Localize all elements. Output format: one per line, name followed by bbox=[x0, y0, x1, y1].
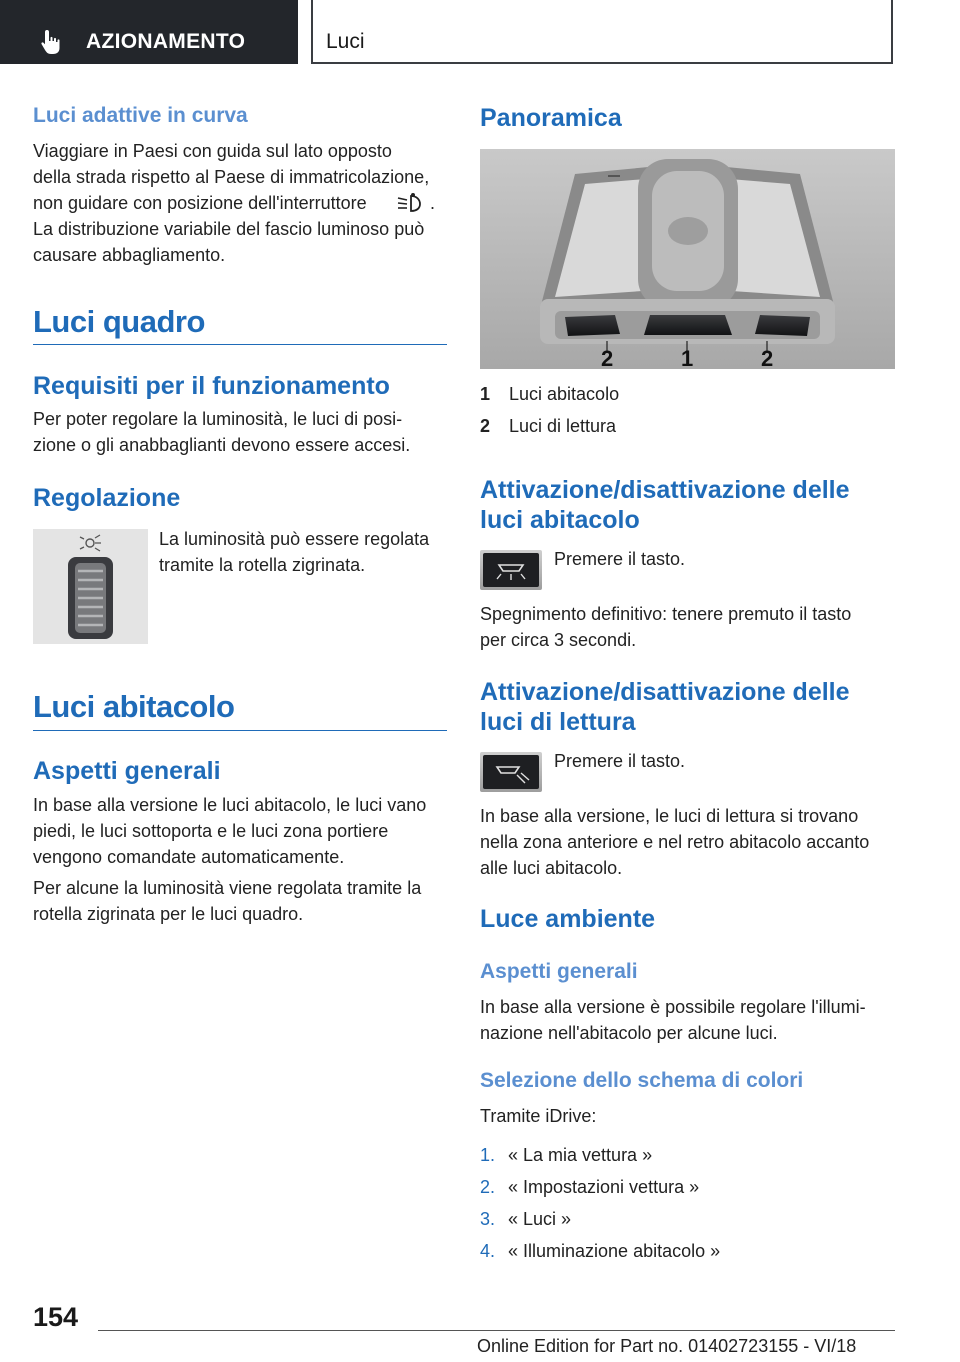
headlight-switch-icon bbox=[395, 192, 423, 214]
off-paragraph bbox=[480, 601, 900, 653]
general-paragraph-1 bbox=[33, 792, 453, 870]
text-line: tramite la rotella zigrinata. bbox=[159, 555, 366, 575]
text-line: non guidare con posizione dell'interruttore bbox=[33, 193, 367, 213]
text-line: Viaggiare in Paesi con guida sul lato opposto bbox=[33, 141, 392, 161]
text-line: vengono comandate automaticamente. bbox=[33, 847, 345, 867]
legend-label: Luci abitacolo bbox=[509, 384, 620, 404]
section-tab bbox=[0, 0, 298, 64]
chapter-rule bbox=[33, 730, 447, 731]
text-line: La distribuzione variabile del fascio luminoso può bbox=[33, 219, 425, 239]
hand-pointer-icon bbox=[40, 28, 66, 56]
text-line: La luminosità può essere regolata bbox=[159, 529, 430, 549]
general-paragraph-2 bbox=[33, 875, 453, 927]
text-line: Per poter regolare la luminosità, le luci di posi‐ bbox=[33, 409, 403, 429]
adjust-paragraph bbox=[159, 526, 459, 578]
reading-toggle-heading bbox=[480, 677, 850, 737]
topic-tab bbox=[311, 0, 893, 64]
legend-label: Luci di lettura bbox=[509, 416, 617, 436]
adaptive-paragraph bbox=[33, 138, 453, 268]
overhead-console-illustration bbox=[480, 149, 895, 369]
overhead-console-image bbox=[480, 149, 895, 369]
step-number: 2. bbox=[480, 1177, 496, 1197]
heading-line: Attivazione/disattivazione delle bbox=[480, 476, 850, 504]
text-line: Per alcune la luminosità viene regolata tramite la bbox=[33, 878, 422, 898]
reading-light-button-image bbox=[480, 752, 542, 792]
edition-text: Online Edition for Part no. 01402723155 - VI/18 bbox=[477, 1336, 857, 1356]
adjust-heading: Regolazione bbox=[33, 484, 181, 512]
adaptive-heading: Luci adattive in curva bbox=[33, 104, 248, 127]
step-label: « Luci » bbox=[508, 1209, 572, 1229]
heading-line: luci abitacolo bbox=[480, 506, 640, 534]
general-heading: Aspetti generali bbox=[33, 757, 221, 785]
footer-rule bbox=[98, 1330, 895, 1331]
text-line: In base alla versione è possibile regolare l'illumi‐ bbox=[480, 997, 866, 1017]
legend-number: 1 bbox=[480, 384, 491, 404]
text-line: per circa 3 secondi. bbox=[480, 630, 637, 650]
press-button-text-2: Premere il tasto. bbox=[554, 751, 686, 771]
button-face bbox=[483, 755, 539, 789]
interior-light-button-image bbox=[480, 550, 542, 590]
text-dot: . bbox=[430, 193, 436, 213]
step-number: 1. bbox=[480, 1145, 496, 1165]
text-line: piedi, le luci sottoporta e le luci zona portiere bbox=[33, 821, 389, 841]
chapter-rule bbox=[33, 344, 447, 345]
ambient-heading: Luce ambiente bbox=[480, 905, 656, 933]
interior-light-icon bbox=[483, 553, 539, 587]
heading-line: Attivazione/disattivazione delle bbox=[480, 678, 850, 706]
section-title: AZIONAMENTO bbox=[86, 30, 246, 53]
text-line: Spegnimento definitivo: tenere premuto il tasto bbox=[480, 604, 852, 624]
text-line: zione o gli anabbaglianti devono essere accesi. bbox=[33, 435, 411, 455]
requirements-paragraph bbox=[33, 406, 453, 458]
topic-title: Luci bbox=[326, 30, 365, 53]
callout-label: 1 bbox=[681, 346, 694, 369]
text-line: alle luci abitacolo. bbox=[480, 858, 623, 878]
text-line-with-icon bbox=[33, 190, 453, 216]
press-button-text-1: Premere il tasto. bbox=[554, 549, 686, 569]
reading-paragraph bbox=[480, 803, 900, 881]
button-face bbox=[483, 553, 539, 587]
ambient-general-heading: Aspetti generali bbox=[480, 960, 638, 983]
idrive-text: Tramite iDrive: bbox=[480, 1106, 597, 1126]
text-line: nella zona anteriore e nel retro abitacolo accanto bbox=[480, 832, 870, 852]
step-label: « Impostazioni vettura » bbox=[508, 1177, 700, 1197]
step-number: 3. bbox=[480, 1209, 496, 1229]
text-line: rotella zigrinata per le luci quadro. bbox=[33, 904, 304, 924]
callout-label: 2 bbox=[601, 346, 614, 369]
text-line: nazione nell'abitacolo per alcune luci. bbox=[480, 1023, 778, 1043]
step-label: « La mia vettura » bbox=[508, 1145, 653, 1165]
text-line: In base alla versione, le luci di lettura si trovano bbox=[480, 806, 859, 826]
chapter-title-dashboard: Luci quadro bbox=[33, 304, 205, 339]
text-line: della strada rispetto al Paese di immatricolazione, bbox=[33, 167, 430, 187]
callout-label: 2 bbox=[761, 346, 774, 369]
legend-number: 2 bbox=[480, 416, 491, 436]
text-line: In base alla versione le luci abitacolo, le luci vano bbox=[33, 795, 427, 815]
heading-line: luci di lettura bbox=[480, 708, 636, 736]
color-scheme-heading: Selezione dello schema di colori bbox=[480, 1069, 804, 1092]
page-number: 154 bbox=[33, 1302, 79, 1332]
interior-toggle-heading bbox=[480, 475, 850, 535]
ambient-paragraph bbox=[480, 994, 900, 1046]
reading-light-icon bbox=[483, 755, 539, 789]
text-line: causare abbagliamento. bbox=[33, 245, 226, 265]
requirements-heading: Requisiti per il funzionamento bbox=[33, 372, 390, 400]
thumbwheel-icon bbox=[33, 529, 148, 644]
thumbwheel-image bbox=[33, 529, 148, 644]
step-number: 4. bbox=[480, 1241, 496, 1261]
chapter-title-interior: Luci abitacolo bbox=[33, 689, 235, 724]
step-label: « Illuminazione abitacolo » bbox=[508, 1241, 721, 1261]
overview-heading: Panoramica bbox=[480, 104, 622, 132]
